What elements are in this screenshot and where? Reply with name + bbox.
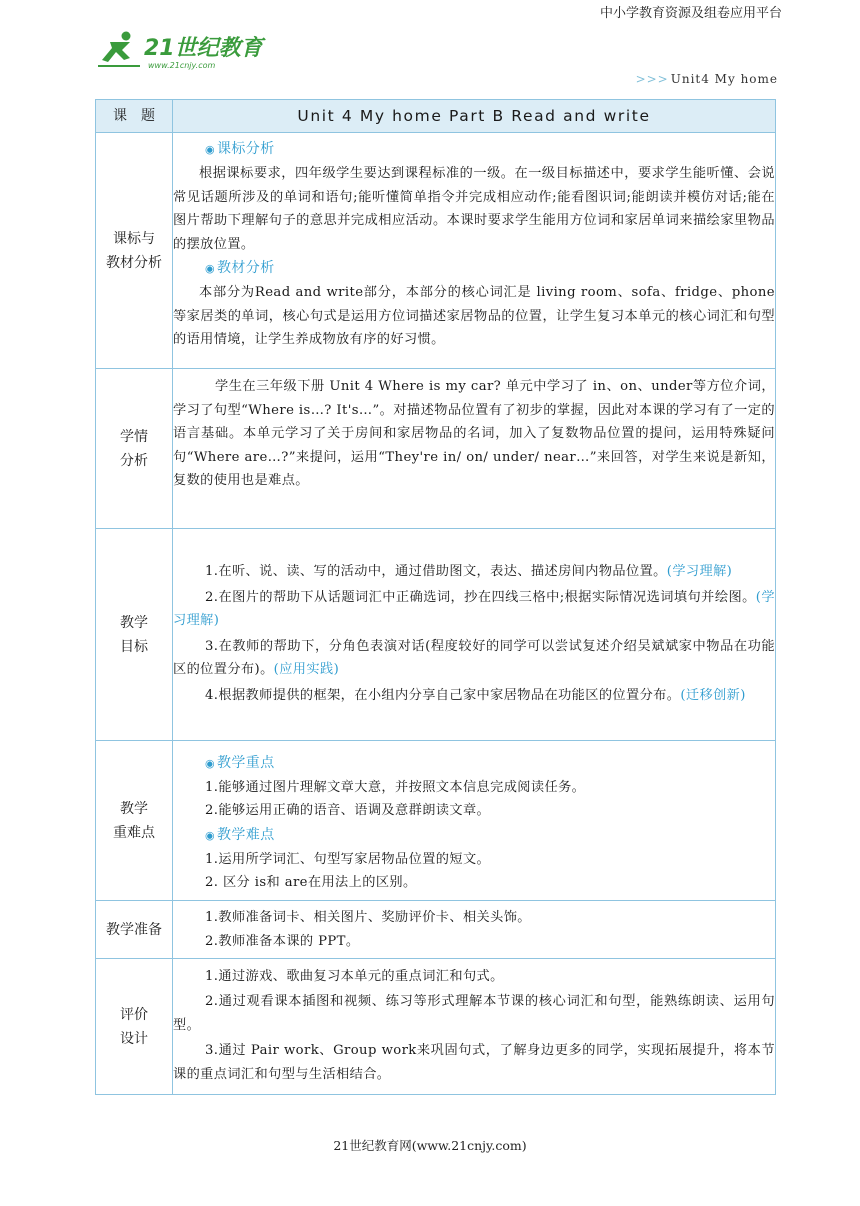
topic-value: Unit 4 My home Part B Read and write (173, 100, 776, 133)
prep-item: 1.教师准备词卡、相关图片、奖励评价卡、相关头饰。 (205, 910, 531, 925)
bullet-icon: ◉ (205, 756, 215, 770)
lesson-plan-table (95, 99, 776, 1095)
breadcrumb-arrows: >>> (635, 72, 669, 86)
runner-icon (98, 32, 140, 67)
goal-item: 3.在教师的帮助下，分角色表演对话(程度较好的同学可以尝试复述介绍吴斌斌家中物品在功能区的位置分布)。(应用实践) (173, 638, 775, 677)
goals-label: 教学 目标 (96, 529, 173, 741)
site-logo[interactable] (96, 28, 266, 74)
prep-content (173, 901, 776, 959)
keypoints-row (96, 741, 776, 901)
prep-row (96, 901, 776, 959)
key-item: 1.能够通过图片理解文章大意，并按照文本信息完成阅读任务。 (205, 779, 586, 795)
logo-url: www.21cnjy.com (148, 61, 216, 70)
platform-title: 中小学教育资源及组卷应用平台 (599, 6, 782, 21)
key-subheading: ◉ 教学重点 (205, 754, 275, 771)
breadcrumb (636, 72, 778, 86)
analysis-row (96, 133, 776, 369)
keypoints-label: 教学 重难点 (96, 741, 173, 901)
keypoints-content (173, 741, 776, 901)
curriculum-paragraph: 根据课标要求，四年级学生要达到课程标准的一级。在一级目标描述中，要求学生能听懂、会说常见话题所涉及的单词和语句;能听懂简单指令并完成相应动作;能看图识词;能朗读并模仿对话;能在图片帮助下理解句子的意思并完成相应活动。本课时要求学生能用方位词和家居单词来描绘家里物品的摆放位置。 (173, 166, 775, 252)
bullet-icon: ◉ (205, 143, 215, 156)
evaluation-content (173, 959, 776, 1095)
prep-label: 教学准备 (96, 901, 173, 959)
bullet-icon: ◉ (205, 262, 215, 275)
evaluation-item: 1.通过游戏、歌曲复习本单元的重点词汇和句式。 (205, 968, 504, 984)
bullet-icon: ◉ (205, 828, 215, 842)
analysis-label: 课标与 教材分析 (96, 133, 173, 369)
topic-label: 课 题 (96, 100, 173, 133)
difficulty-item: 1.运用所学词汇、句型写家居物品位置的短文。 (205, 851, 491, 867)
learner-row (96, 369, 776, 529)
prep-item: 2.教师准备本课的 PPT。 (205, 933, 360, 949)
learner-content (173, 369, 776, 529)
goal-item: 2.在图片的帮助下从话题词汇中正确选词，抄在四线三格中;根据实际情况选词填句并绘图。(学习理解) (173, 589, 775, 628)
topic-row (96, 100, 776, 133)
page-footer: 21世纪教育网(www.21cnjy.com) (333, 1138, 527, 1153)
textbook-subheading: ◉ 教材分析 (205, 260, 275, 276)
difficulty-item: 2. 区分 is和 are在用法上的区别。 (205, 875, 417, 890)
evaluation-item: 2.通过观看课本插图和视频、练习等形式理解本节课的核心词汇和句型，能熟练朗读、运用句型。 (173, 994, 775, 1033)
key-item: 2.能够运用正确的语音、语调及意群朗读文章。 (205, 803, 491, 818)
curriculum-subheading: ◉ 课标分析 (205, 141, 275, 157)
goal-item: 4.根据教师提供的框架，在小组内分享自己家中家居物品在功能区的位置分布。(迁移创新) (205, 687, 746, 703)
learner-paragraph: 学生在三年级下册 Unit 4 Where is my car? 单元中学习了 in、on、under等方位介词，学习了句型“Where is…? It's…”。对描述物品位置有了初步的掌握，因此对本课的学习有了一定的语言基础。本单元学习了关于房间和家居物品的名词，加入了复数物品位置的提问，运用特殊疑问句“Where are…?”来提问，运用“They're in/ on/ under/ near…”来回答，对学生来说是新知，复数的使用也是难点。 (173, 379, 775, 488)
analysis-content (173, 133, 776, 369)
evaluation-row (96, 959, 776, 1095)
breadcrumb-text: Unit4 My home (670, 72, 778, 86)
evaluation-item: 3.通过 Pair work、Group work来巩固句式，了解身边更多的同学，实现拓展提升，将本节课的重点词汇和句型与生活相结合。 (173, 1043, 775, 1082)
difficulty-subheading: ◉ 教学难点 (205, 826, 275, 843)
goals-row (96, 529, 776, 741)
logo-text: 21世纪教育 (144, 36, 263, 61)
learner-label: 学情 分析 (96, 369, 173, 529)
evaluation-label: 评价 设计 (96, 959, 173, 1095)
goals-content (173, 529, 776, 741)
textbook-paragraph: 本部分为Read and write部分，本部分的核心词汇是 living room、sofa、fridge、phone等家居类的单词，核心句式是运用方位词描述家居物品的位置，让学生复习本单元的核心词汇和句型的语用情境，让学生养成物放有序的好习惯。 (173, 285, 775, 347)
goal-item: 1.在听、说、读、写的活动中，通过借助图文，表达、描述房间内物品位置。(学习理解) (205, 564, 733, 579)
